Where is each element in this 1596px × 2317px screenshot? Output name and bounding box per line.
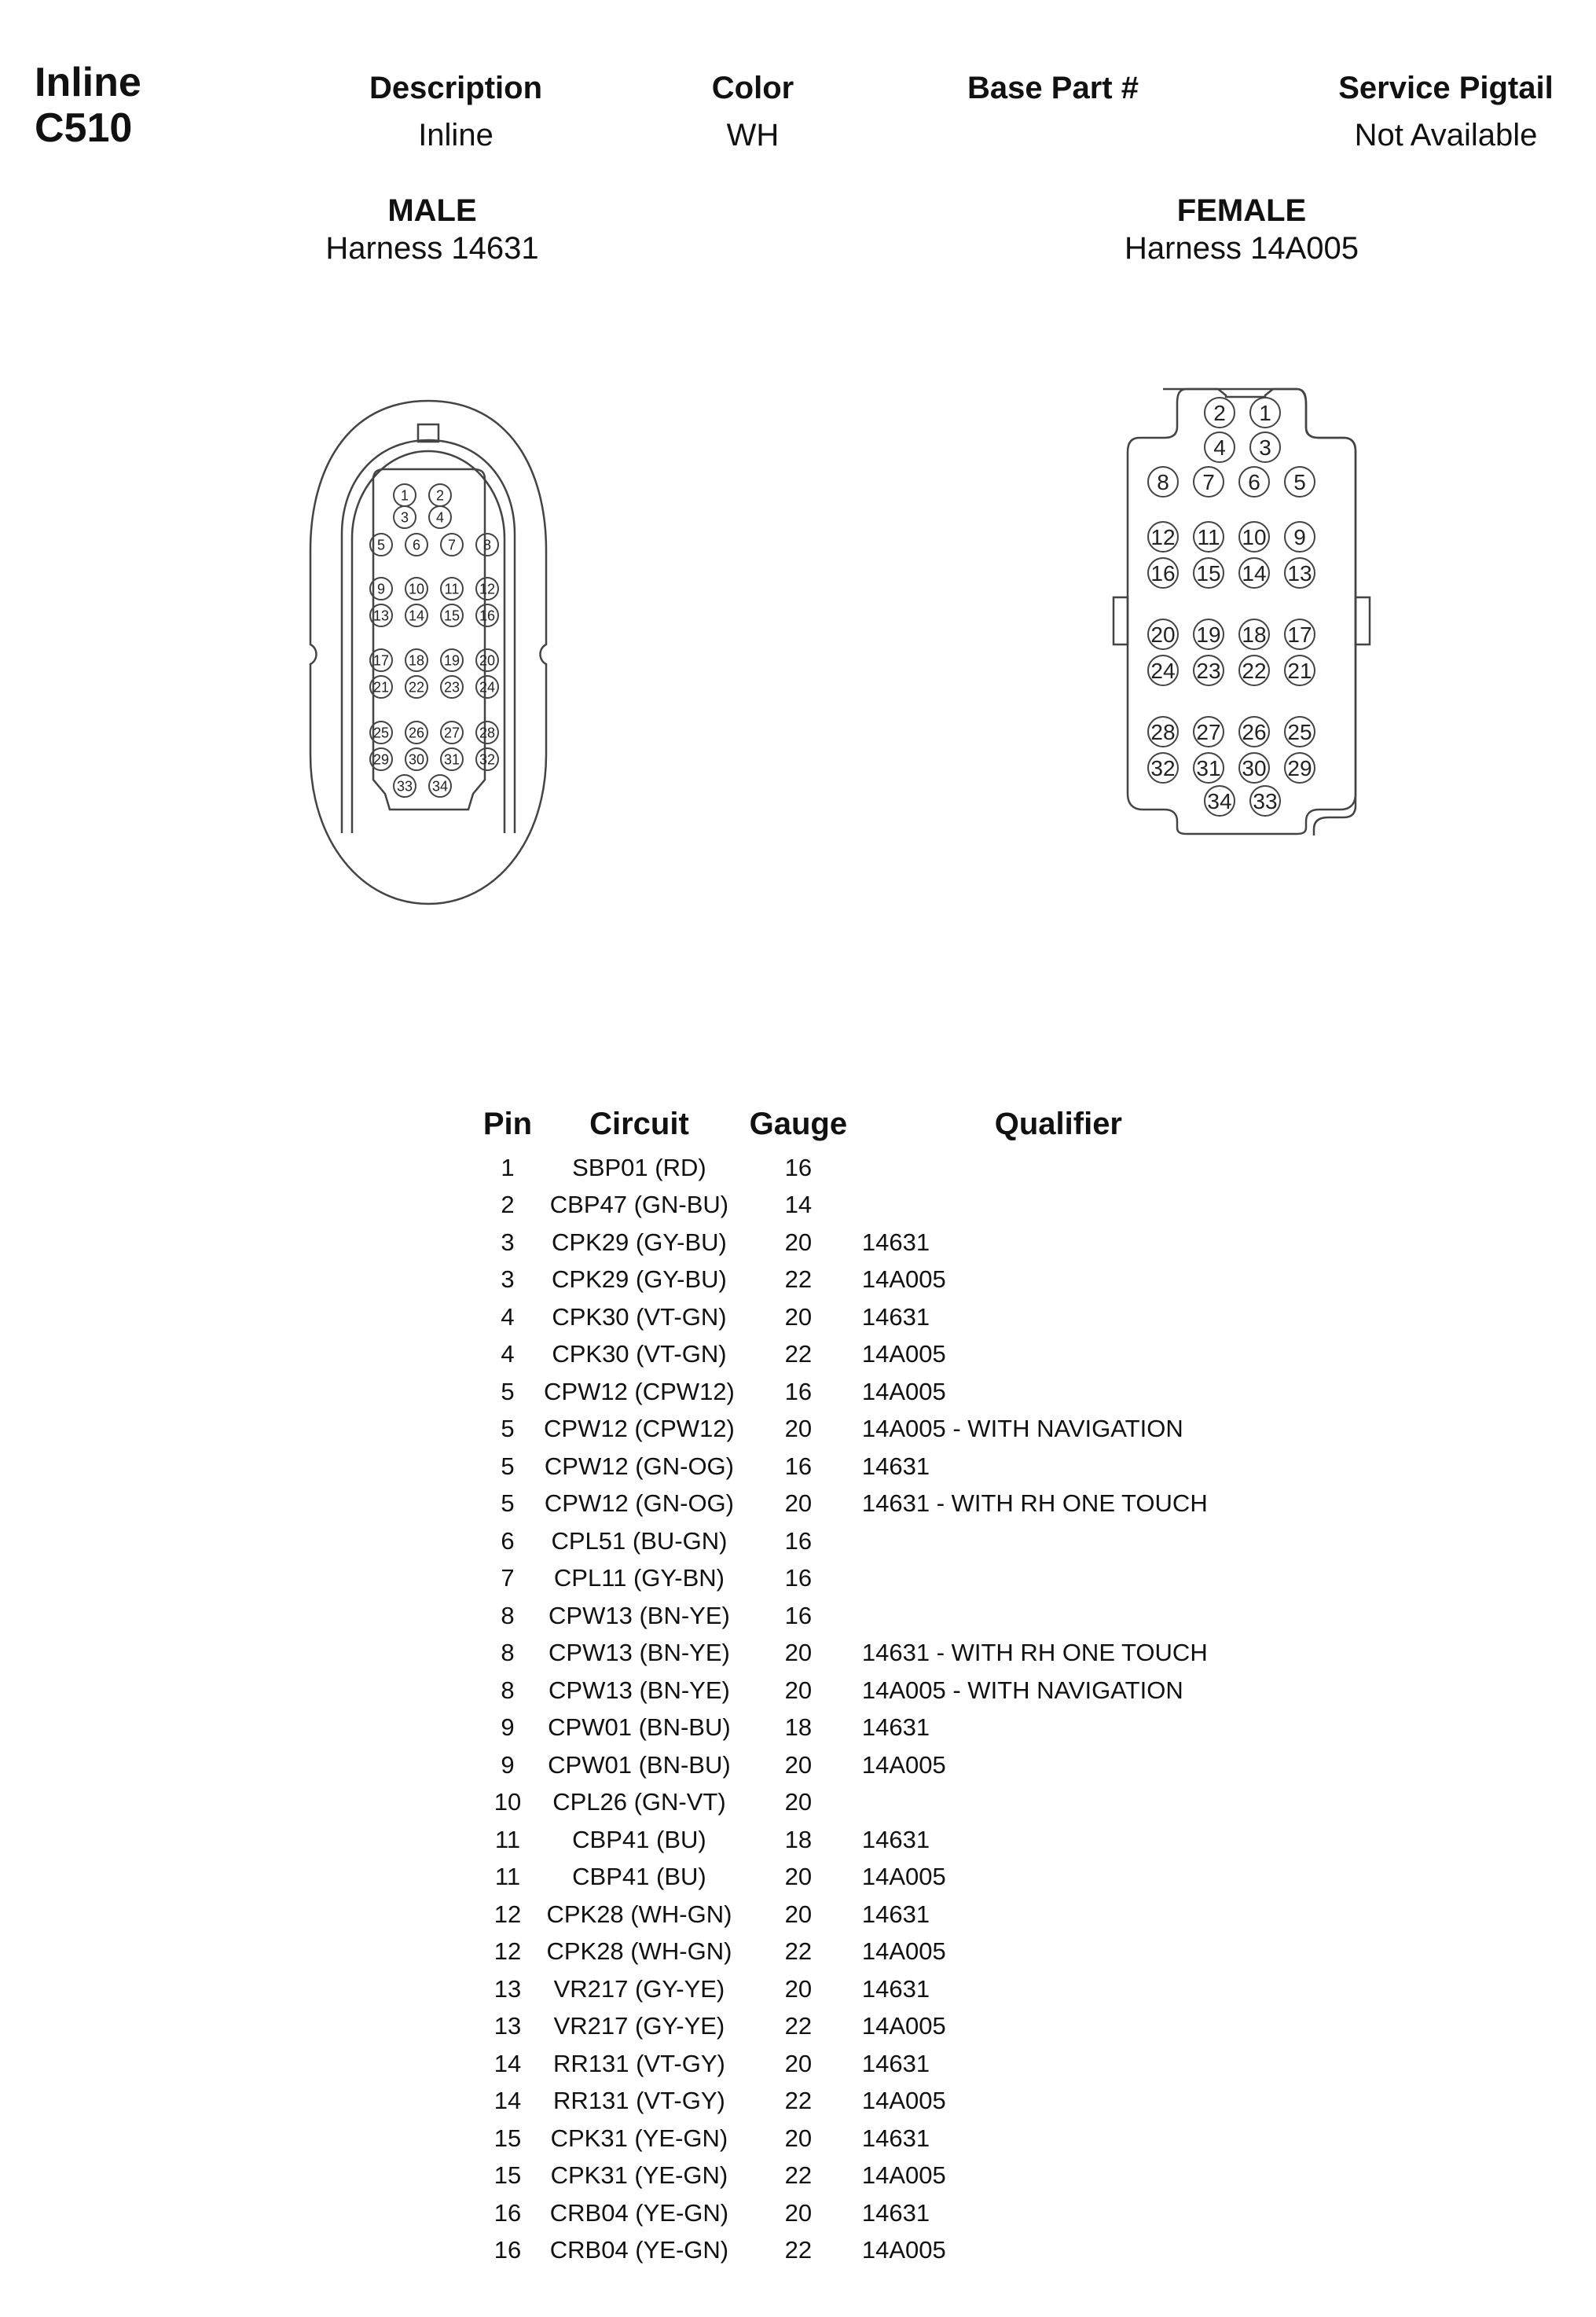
gauge-cell: 20 — [784, 1489, 813, 1518]
qualifier-cell: 14631 — [861, 1713, 930, 1742]
pin-cell: 2 — [501, 1191, 515, 1219]
pin-cell: 11 — [494, 1825, 521, 1853]
gauge-cell: 16 — [784, 1526, 813, 1555]
pin-cell: 8 — [501, 1639, 515, 1667]
table-row — [471, 1298, 1255, 1336]
circuit-cell: CRB04 (YE-GN) — [549, 2236, 729, 2264]
table-row — [471, 1709, 1255, 1747]
pin-13-label: 13 — [1287, 561, 1312, 586]
gauge-cell: 22 — [784, 1265, 813, 1294]
table-row — [471, 2232, 1255, 2270]
male-connector-diagram — [299, 393, 558, 912]
gauge-cell: 20 — [784, 2198, 813, 2227]
circuit-cell: CPK31 (YE-GN) — [550, 2161, 728, 2190]
qualifier-cell: 14631 — [861, 1302, 930, 1331]
pin-cell: 5 — [501, 1489, 515, 1518]
qualifier-cell: 14631 — [861, 1900, 930, 1928]
circuit-cell: CBP41 (BU) — [572, 1825, 706, 1853]
male-pin-group — [370, 484, 498, 797]
pin-1-label: 1 — [400, 487, 409, 504]
pin-16-label: 16 — [1150, 561, 1176, 586]
pin-cell: 15 — [493, 2124, 522, 2152]
table-row — [471, 1597, 1255, 1635]
pin-31-label: 31 — [443, 751, 460, 768]
circuit-cell: CPL26 (GN-VT) — [552, 1788, 726, 1816]
qualifier-cell — [862, 1522, 1255, 1560]
gauge-cell: 16 — [784, 1601, 813, 1629]
pin-8-label: 8 — [1157, 470, 1169, 495]
qualifier-cell: 14631 - WITH RH ONE TOUCH — [861, 1489, 1208, 1518]
pin-27-label: 27 — [1196, 720, 1221, 745]
circuit-cell: VR217 (GY-YE) — [553, 1974, 725, 2003]
connector-title — [35, 60, 141, 151]
circuit-cell: CPW12 (GN-OG) — [544, 1489, 734, 1518]
pin-5-label: 5 — [376, 537, 386, 553]
gauge-cell: 20 — [784, 1415, 813, 1443]
gauge-cell: 20 — [784, 1974, 813, 2003]
gauge-cell: 20 — [784, 2049, 813, 2077]
table-row — [471, 1373, 1255, 1411]
female-pin-group — [1148, 398, 1315, 816]
gauge-header: Gauge — [749, 1106, 848, 1141]
pin-16-label: 16 — [479, 608, 496, 624]
pin-15-label: 15 — [1196, 561, 1221, 586]
service-pigtail-label: Service Pigtail — [1338, 71, 1554, 105]
pin-4-label: 4 — [435, 509, 445, 526]
pin-23-label: 23 — [443, 679, 460, 696]
table-row — [471, 1896, 1255, 1933]
pin-4-label: 4 — [1213, 435, 1226, 461]
circuit-cell: CPW13 (BN-YE) — [549, 1639, 730, 1667]
pin-cell: 5 — [501, 1415, 515, 1443]
pin-cell: 13 — [493, 2012, 522, 2040]
pin-cell: 9 — [501, 1750, 515, 1779]
pin-cell: 9 — [501, 1713, 515, 1742]
pin-10-label: 10 — [1242, 525, 1267, 550]
pin-2-label: 2 — [435, 487, 445, 504]
qualifier-cell: 14631 — [861, 1228, 930, 1256]
qualifier-cell: 14A005 - WITH NAVIGATION — [861, 1415, 1183, 1443]
qualifier-cell — [862, 1560, 1255, 1598]
circuit-cell: CPW13 (BN-YE) — [549, 1676, 730, 1704]
qualifier-cell: 14A005 — [861, 1265, 946, 1294]
female-label: FEMALE — [1176, 193, 1307, 228]
pin-cell: 8 — [501, 1601, 515, 1629]
pin-3-label: 3 — [1259, 435, 1271, 461]
qualifier-cell: 14A005 - WITH NAVIGATION — [861, 1676, 1183, 1704]
pin-22-label: 22 — [408, 679, 425, 696]
male-connector-svg — [299, 393, 558, 912]
circuit-cell: SBP01 (RD) — [572, 1153, 706, 1181]
pin-34-label: 34 — [431, 778, 449, 795]
pin-12-label: 12 — [1150, 525, 1176, 550]
pin-21-label: 21 — [372, 679, 390, 696]
table-row — [471, 2045, 1255, 2083]
table-row — [471, 1485, 1255, 1523]
female-harness: Harness 14A005 — [1125, 231, 1359, 266]
pin-15-label: 15 — [443, 608, 460, 624]
pin-17-label: 17 — [372, 652, 390, 669]
qualifier-cell — [862, 1149, 1255, 1187]
gauge-cell: 16 — [784, 1153, 813, 1181]
pin-19-label: 19 — [443, 652, 460, 669]
male-harness: Harness 14631 — [325, 231, 539, 266]
pin-27-label: 27 — [443, 725, 460, 741]
pin-cell: 12 — [493, 1900, 522, 1928]
pin-18-label: 18 — [1242, 622, 1267, 648]
male-label: MALE — [387, 193, 477, 228]
gauge-cell: 20 — [784, 1900, 813, 1928]
pin-18-label: 18 — [408, 652, 425, 669]
pin-14-label: 14 — [408, 608, 425, 624]
circuit-cell: CPW01 (BN-BU) — [548, 1750, 731, 1779]
circuit-cell: RR131 (VT-GY) — [553, 2087, 725, 2115]
qualifier-cell: 14A005 — [861, 1750, 946, 1779]
table-row — [471, 2194, 1255, 2232]
gauge-cell: 18 — [784, 1825, 813, 1853]
pin-6-label: 6 — [412, 537, 421, 553]
circuit-cell: CPK31 (YE-GN) — [550, 2124, 728, 2152]
circuit-cell: CPK29 (GY-BU) — [552, 1228, 727, 1256]
circuit-cell: CBP41 (BU) — [572, 1863, 706, 1891]
pin-2-label: 2 — [1213, 401, 1226, 426]
circuit-header: Circuit — [589, 1106, 689, 1141]
pin-33-label: 33 — [1253, 789, 1278, 814]
qualifier-cell: 14A005 — [861, 2236, 946, 2264]
pin-34-label: 34 — [1207, 789, 1232, 814]
pin-7-label: 7 — [1202, 470, 1215, 495]
description-label: Description — [369, 71, 543, 105]
circuit-cell: CPK28 (WH-GN) — [546, 1900, 732, 1928]
table-row — [471, 1149, 1255, 1187]
table-row — [471, 1224, 1255, 1261]
qualifier-cell — [862, 1597, 1255, 1635]
base-part-label: Base Part # — [967, 71, 1139, 105]
pin-30-label: 30 — [408, 751, 425, 768]
gauge-cell: 22 — [784, 2012, 813, 2040]
pin-cell: 3 — [501, 1265, 515, 1294]
pin-cell: 1 — [501, 1153, 515, 1181]
circuit-cell: CPL11 (GY-BN) — [553, 1564, 725, 1592]
table-row — [471, 2157, 1255, 2195]
qualifier-cell: 14A005 — [861, 1937, 946, 1966]
pin-14-label: 14 — [1242, 561, 1267, 586]
table-row — [471, 1784, 1255, 1822]
color-value: WH — [726, 118, 780, 152]
qualifier-cell: 14631 — [861, 1452, 930, 1480]
gauge-cell: 20 — [784, 1863, 813, 1891]
table-row — [471, 2008, 1255, 2046]
pin-table-body — [471, 1149, 1255, 2269]
table-row — [471, 1187, 1255, 1225]
pin-6-label: 6 — [1248, 470, 1260, 495]
pin-24-label: 24 — [1150, 659, 1176, 684]
table-row — [471, 1970, 1255, 2008]
table-row — [471, 1635, 1255, 1673]
gauge-cell: 20 — [784, 1788, 813, 1816]
gauge-cell: 18 — [784, 1713, 813, 1742]
gauge-cell: 20 — [784, 1228, 813, 1256]
qualifier-cell: 14631 — [861, 2124, 930, 2152]
qualifier-cell: 14A005 — [861, 1340, 946, 1368]
gauge-cell: 20 — [784, 1302, 813, 1331]
gauge-cell: 20 — [784, 1639, 813, 1667]
circuit-cell: CRB04 (YE-GN) — [549, 2198, 729, 2227]
table-row — [471, 1336, 1255, 1374]
table-row — [471, 1859, 1255, 1897]
pin-11-label: 11 — [444, 581, 460, 597]
qualifier-cell — [862, 1187, 1255, 1225]
pin-26-label: 26 — [408, 725, 425, 741]
circuit-cell: CPW12 (CPW12) — [544, 1415, 735, 1443]
pin-cell: 3 — [501, 1228, 515, 1256]
pin-20-label: 20 — [479, 652, 496, 669]
female-connector-diagram — [1108, 381, 1375, 837]
circuit-cell: CBP47 (GN-BU) — [549, 1191, 729, 1219]
pin-33-label: 33 — [396, 778, 413, 795]
qualifier-cell: 14A005 — [861, 1863, 946, 1891]
pin-29-label: 29 — [1287, 756, 1312, 781]
gauge-cell: 16 — [784, 1452, 813, 1480]
pin-12-label: 12 — [479, 581, 496, 597]
table-row — [471, 1933, 1255, 1971]
pin-cell: 6 — [501, 1526, 515, 1555]
table-row — [471, 1522, 1255, 1560]
pin-cell: 5 — [501, 1377, 515, 1405]
qualifier-header: Qualifier — [994, 1106, 1122, 1141]
pin-30-label: 30 — [1242, 756, 1267, 781]
qualifier-cell: 14A005 — [861, 1377, 946, 1405]
female-connector-svg — [1108, 381, 1375, 837]
qualifier-cell: 14631 — [861, 1974, 930, 2003]
pin-28-label: 28 — [479, 725, 496, 741]
qualifier-cell: 14631 - WITH RH ONE TOUCH — [861, 1639, 1208, 1667]
qualifier-cell: 14A005 — [861, 2161, 946, 2190]
pin-22-label: 22 — [1242, 659, 1267, 684]
gauge-cell: 20 — [784, 2124, 813, 2152]
gauge-cell: 14 — [784, 1191, 813, 1219]
pin-5-label: 5 — [1293, 470, 1306, 495]
pin-20-label: 20 — [1150, 622, 1176, 648]
pin-21-label: 21 — [1287, 659, 1312, 684]
table-row — [471, 1261, 1255, 1299]
pin-19-label: 19 — [1196, 622, 1221, 648]
pin-25-label: 25 — [1287, 720, 1312, 745]
title-line-2: C510 — [35, 105, 133, 151]
table-row — [471, 1672, 1255, 1709]
pin-cell: 13 — [493, 1974, 522, 2003]
pin-8-label: 8 — [482, 537, 492, 553]
pin-10-label: 10 — [408, 581, 425, 597]
pin-13-label: 13 — [372, 608, 390, 624]
pin-cell: 14 — [493, 2087, 522, 2115]
pin-cell: 12 — [493, 1937, 522, 1966]
qualifier-cell: 14A005 — [861, 2087, 946, 2115]
pin-cell: 16 — [493, 2198, 522, 2227]
service-pigtail-value: Not Available — [1354, 118, 1538, 152]
pin-28-label: 28 — [1150, 720, 1176, 745]
pin-31-label: 31 — [1196, 756, 1221, 781]
pin-7-label: 7 — [447, 537, 457, 553]
pin-24-label: 24 — [479, 679, 496, 696]
pin-32-label: 32 — [1150, 756, 1176, 781]
circuit-cell: CPW13 (BN-YE) — [549, 1601, 730, 1629]
description-value: Inline — [418, 118, 493, 152]
pin-cell: 4 — [501, 1340, 515, 1368]
pin-9-label: 9 — [376, 581, 386, 597]
table-header-row — [471, 1099, 1255, 1149]
qualifier-cell: 14A005 — [861, 2012, 946, 2040]
pin-cell: 4 — [501, 1302, 515, 1331]
pin-32-label: 32 — [479, 751, 496, 768]
table-row — [471, 1821, 1255, 1859]
gauge-cell: 22 — [784, 1340, 813, 1368]
gauge-cell: 22 — [784, 1937, 813, 1966]
gauge-cell: 22 — [784, 2087, 813, 2115]
circuit-cell: CPK29 (GY-BU) — [552, 1265, 727, 1294]
qualifier-cell: 14631 — [861, 2198, 930, 2227]
qualifier-cell: 14631 — [861, 2049, 930, 2077]
pin-9-label: 9 — [1293, 525, 1306, 550]
pin-cell: 5 — [501, 1452, 515, 1480]
circuit-cell: VR217 (GY-YE) — [553, 2012, 725, 2040]
circuit-cell: RR131 (VT-GY) — [553, 2049, 725, 2077]
title-line-1: Inline — [35, 60, 141, 105]
gauge-cell: 20 — [784, 1676, 813, 1704]
pin-29-label: 29 — [372, 751, 390, 768]
gauge-cell: 20 — [784, 1750, 813, 1779]
gauge-cell: 22 — [784, 2236, 813, 2264]
pin-25-label: 25 — [372, 725, 390, 741]
table-row — [471, 1448, 1255, 1485]
pin-11-label: 11 — [1197, 525, 1220, 550]
table-row — [471, 2083, 1255, 2121]
circuit-cell: CPW01 (BN-BU) — [548, 1713, 731, 1742]
circuit-cell: CPK30 (VT-GN) — [552, 1302, 727, 1331]
circuit-cell: CPK30 (VT-GN) — [552, 1340, 727, 1368]
table-row — [471, 1411, 1255, 1449]
gauge-cell: 16 — [784, 1564, 813, 1592]
pin-26-label: 26 — [1242, 720, 1267, 745]
pin-cell: 10 — [493, 1788, 522, 1816]
pin-cell: 16 — [493, 2236, 522, 2264]
qualifier-cell: 14631 — [861, 1825, 930, 1853]
circuit-cell: CPK28 (WH-GN) — [546, 1937, 732, 1966]
table-row — [471, 1560, 1255, 1598]
pin-3-label: 3 — [400, 509, 409, 526]
pin-23-label: 23 — [1196, 659, 1221, 684]
pin-cell: 7 — [501, 1564, 515, 1592]
qualifier-cell — [862, 1784, 1255, 1822]
pin-cell: 11 — [494, 1863, 521, 1891]
gauge-cell: 22 — [784, 2161, 813, 2190]
pin-header: Pin — [482, 1106, 533, 1141]
circuit-cell: CPW12 (CPW12) — [544, 1377, 735, 1405]
pin-cell: 8 — [501, 1676, 515, 1704]
pin-cell: 15 — [493, 2161, 522, 2190]
pin-cell: 14 — [493, 2049, 522, 2077]
gauge-cell: 16 — [784, 1377, 813, 1405]
table-row — [471, 2120, 1255, 2157]
circuit-cell: CPL51 (BU-GN) — [551, 1526, 728, 1555]
table-row — [471, 1746, 1255, 1784]
pin-1-label: 1 — [1259, 401, 1271, 426]
color-label: Color — [711, 71, 794, 105]
circuit-cell: CPW12 (GN-OG) — [544, 1452, 734, 1480]
pin-table — [471, 1099, 1255, 2269]
pin-17-label: 17 — [1287, 622, 1312, 648]
